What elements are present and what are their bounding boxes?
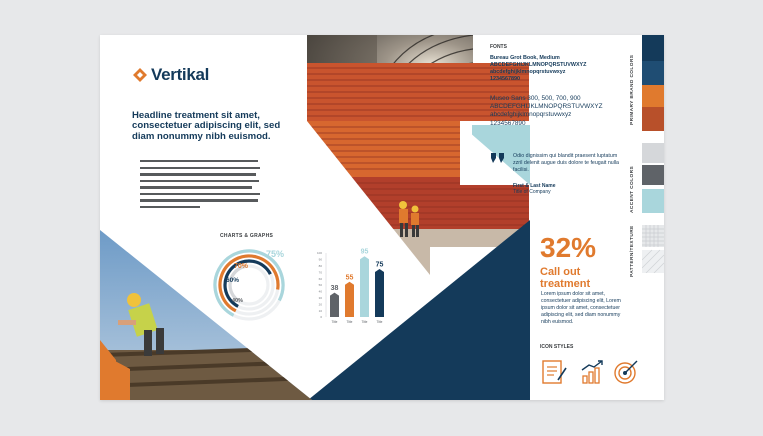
swatch-gray [642, 165, 664, 185]
y-tick-label: 50 [318, 283, 322, 288]
x-tick-label: Title [376, 320, 383, 324]
charts-graphs-label: CHARTS & GRAPHS [220, 233, 274, 239]
quote-text: Odio dignissim qui blandit praesent luptatum zzril delenit augue duis dolore te feugait nulla facilisi. [513, 153, 620, 173]
swatch-light-blue [642, 189, 664, 213]
quote-icon [491, 153, 505, 163]
x-tick-label: Title [331, 320, 338, 324]
primary-colors-label: PRIMARY BRAND COLORS [630, 54, 635, 125]
swatch-rust [642, 107, 664, 131]
callout-percent: 32% [540, 232, 597, 263]
orange-accent [100, 353, 132, 400]
swatch-light-gray [642, 143, 664, 163]
bar [345, 282, 354, 317]
donut-arc [230, 266, 246, 302]
bar-chart [306, 245, 396, 329]
donut-label: 75% [266, 249, 285, 259]
y-tick-label: 30 [318, 296, 322, 300]
accent-colors-label: ACCENT COLORS [630, 165, 635, 213]
y-tick-label: 40 [318, 289, 322, 294]
pattern-texture-label: PATTERN/TEXTURE [630, 225, 635, 277]
font2-name: Museo Sans 300, 500, 700, 900 [490, 95, 581, 102]
target-icon [612, 358, 640, 386]
bar-value-label: 75 [375, 261, 384, 269]
quote-author: First & Last Name [513, 183, 556, 189]
callout-title: Call out treatment [540, 266, 591, 290]
font2-lower: abcdefghijklmnopqrstuvwxyz [490, 111, 572, 119]
y-tick-label: 70 [318, 270, 322, 275]
x-tick-label: Title [361, 320, 368, 324]
y-tick-label: 0 [320, 315, 322, 320]
donut-label: 70% [234, 263, 249, 270]
bar-value-label: 95 [360, 248, 369, 256]
donut-label: 40% [232, 298, 244, 304]
bar-value-label: 38 [330, 285, 339, 293]
donut-label: 60% [226, 277, 240, 284]
body-copy [140, 160, 260, 213]
y-tick-label: 100 [316, 251, 322, 256]
document-icon [540, 358, 568, 386]
font1-digits: 1234567890 [490, 76, 520, 82]
swatch-orange [642, 85, 664, 107]
font1-lower: abcdefghijklmnopqrstuvwxyz [490, 69, 566, 75]
quote-author-title: Title of Company [513, 189, 551, 195]
bar [375, 269, 384, 317]
swatch-navy [642, 35, 664, 61]
bar [360, 256, 369, 317]
callout-body: Lorem ipsum dolor sit amet, consectetuer adipiscing elit, Lorem ipsum dolor sit amet, consectetuer adipiscing elit, sed diam nonummy nibh euismod. [541, 291, 621, 325]
y-tick-label: 20 [318, 302, 322, 307]
icon-styles-label: ICON STYLES [540, 344, 574, 350]
logo [133, 65, 209, 85]
logo-text: Vertikal [151, 65, 210, 84]
brand-guide-sheet [100, 35, 664, 400]
font2-upper: ABCDEFGHIJKLMNOPQRSTUVWXYZ [490, 103, 603, 111]
y-tick-label: 90 [318, 257, 322, 262]
donut-chart [212, 248, 286, 322]
logo-diamond-icon [133, 68, 147, 82]
fonts-heading: FONTS [490, 44, 507, 50]
bar [330, 293, 339, 317]
pattern-swatches [642, 225, 664, 273]
font1-specimen [490, 55, 630, 83]
font2-digits: 1234567890 [490, 119, 526, 127]
font2-specimen [490, 95, 630, 128]
bar-value-label: 55 [345, 274, 354, 282]
swatch-navy-2 [642, 61, 664, 85]
growth-chart-icon [578, 358, 606, 386]
x-tick-label: Title [346, 320, 353, 324]
y-tick-label: 80 [318, 264, 322, 268]
headline: Headline treatment sit amet, consectetuer adipiscing elit, sed diam nonummy nibh euismod. [132, 110, 281, 142]
y-tick-label: 60 [318, 276, 322, 281]
font1-name: Bureau Grot Book, Medium [490, 55, 560, 61]
font1-upper: ABCDEFGHIJKLMNOPQRSTUVWXYZ [490, 62, 587, 68]
y-tick-label: 10 [318, 308, 322, 313]
